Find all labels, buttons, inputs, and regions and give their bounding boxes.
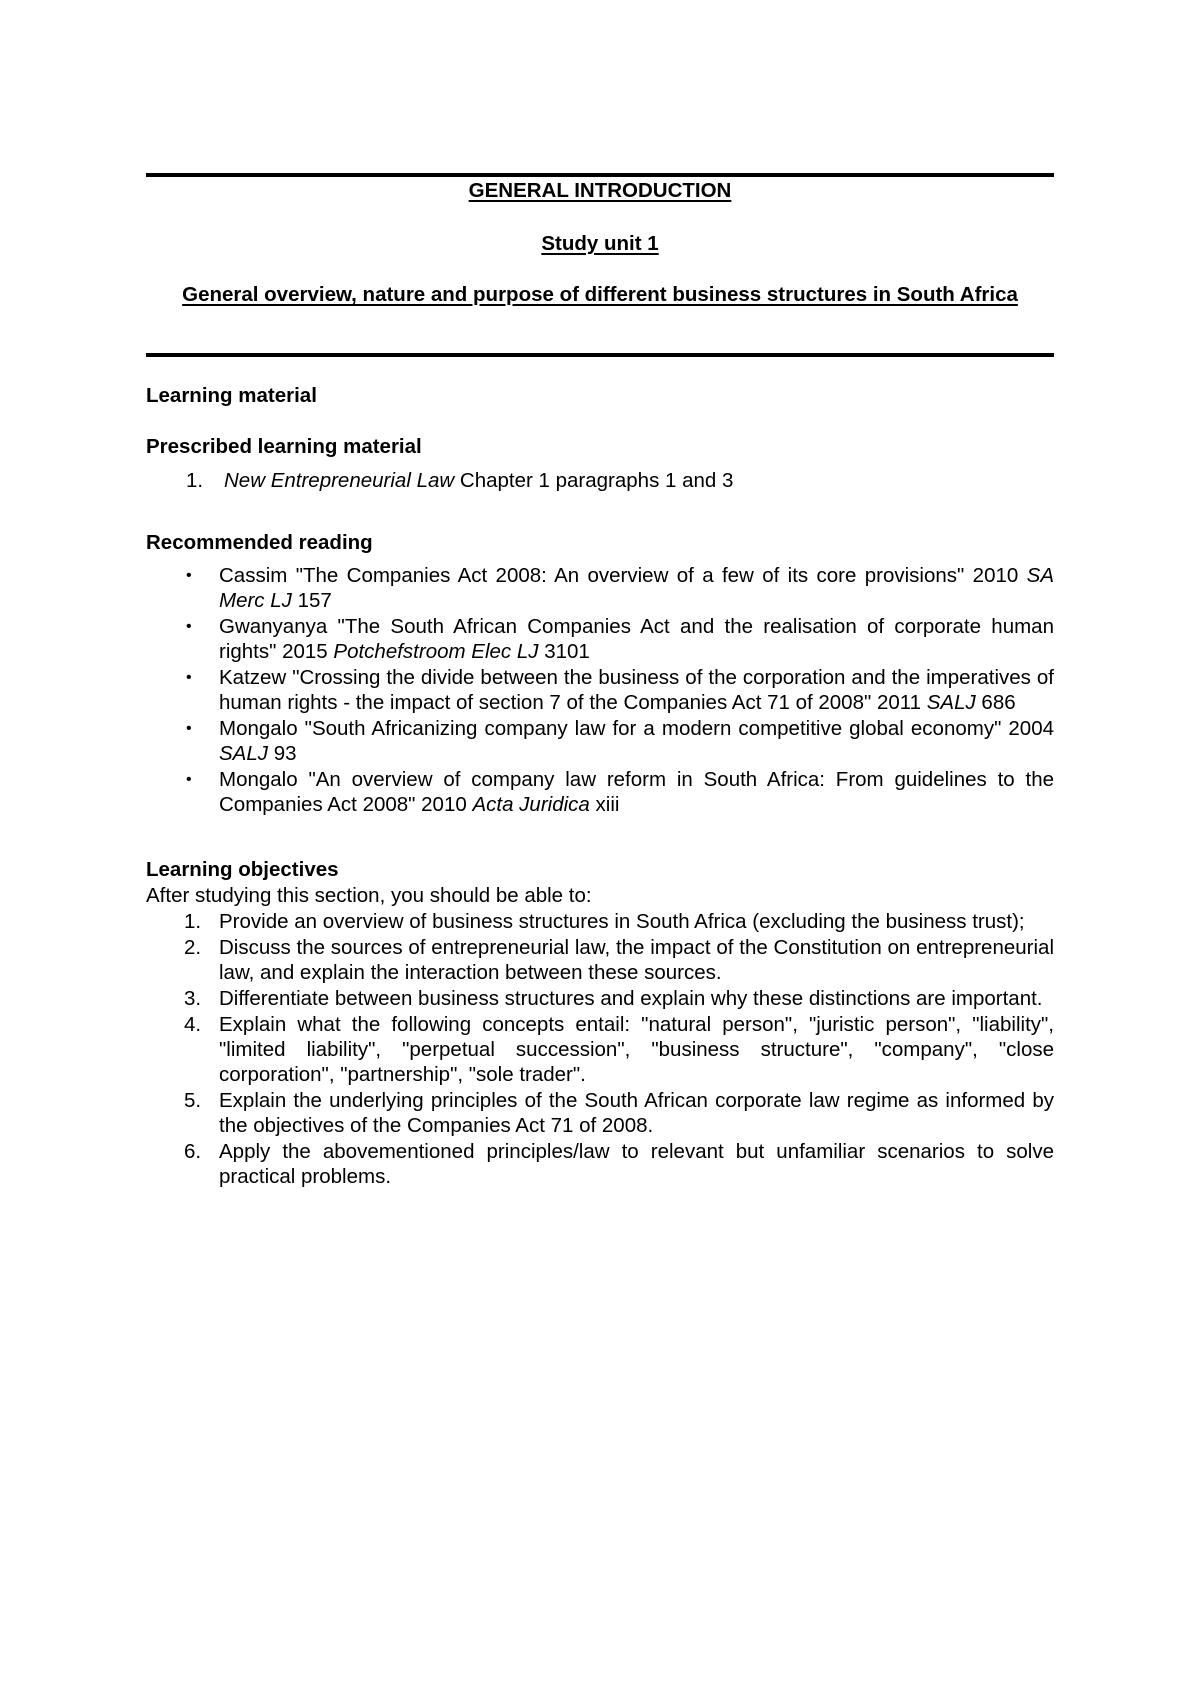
list-item [146, 1139, 1054, 1189]
list-item [146, 986, 1054, 1011]
list-item [146, 909, 1054, 934]
list-item [146, 716, 1054, 766]
citation-text: Mongalo "South Africanizing company law for a modern competitive global economy" 2004 [219, 717, 1054, 740]
list-item [146, 1012, 1054, 1087]
book-title: New Entrepreneurial Law [224, 469, 455, 492]
list-item [146, 935, 1054, 985]
citation-text: Katzew "Crossing the divide between the business of the corporation and the imperatives of human rights - the impact of section 7 of the Companies Act 71 of 2008" 2011 [219, 666, 1054, 714]
top-rule [146, 173, 1054, 177]
objective-text: Differentiate between business structures and explain why these distinctions are important. [219, 987, 1043, 1010]
citation-page: 3101 [538, 640, 590, 663]
list-item [146, 563, 1054, 613]
list-marker: 1. [184, 910, 202, 933]
bullet-icon: • [186, 669, 192, 686]
list-item [146, 767, 1054, 817]
learning-objectives-heading: Learning objectives [146, 858, 339, 881]
list-item [146, 665, 1054, 715]
document-title: GENERAL INTRODUCTION [468, 179, 732, 202]
citation-text: Cassim "The Companies Act 2008: An overview of a few of its core provisions" 2010 [219, 564, 1027, 587]
citation-page: xiii [589, 793, 620, 816]
objective-text: Provide an overview of business structures in South Africa (excluding the business trust); [219, 910, 1025, 933]
study-unit-label: Study unit 1 [541, 232, 659, 255]
bullet-icon: • [186, 771, 192, 788]
list-item [146, 1088, 1054, 1138]
citation-text: Gwanyanya "The South African Companies Act and the realisation of corporate human rights" 2015 [219, 615, 1054, 663]
citation-page: 157 [291, 589, 332, 612]
list-item [146, 468, 1054, 493]
journal-name: SALJ [926, 691, 976, 714]
bullet-icon: • [186, 720, 192, 737]
objective-text: Discuss the sources of entrepreneurial law, the impact of the Constitution on entrepreneurial law, and explain the interaction between these sources. [219, 936, 1054, 984]
learning-material-heading: Learning material [146, 384, 317, 407]
journal-name: Potchefstroom Elec LJ [333, 640, 539, 663]
list-marker: 5. [184, 1089, 202, 1112]
objective-text: Explain the underlying principles of the South African corporate law regime as informed by the objectives of the Companies Act 71 of 2008. [219, 1089, 1054, 1137]
recommended-heading: Recommended reading [146, 531, 373, 554]
list-marker: 1. [186, 469, 204, 492]
list-marker: 4. [184, 1013, 202, 1036]
bullet-icon: • [186, 618, 192, 635]
objectives-intro: After studying this section, you should be able to: [146, 884, 592, 907]
recommended-list [146, 563, 1054, 818]
journal-name: Acta Juridica [472, 793, 590, 816]
citation-page: 686 [975, 691, 1016, 714]
citation-page: 93 [268, 742, 297, 765]
objective-text: Explain what the following concepts entail: "natural person", "juristic person", "liability", "limited liability", "perpetual succession", "business structure", "company", "close corporation", "partnership", "sole trader". [219, 1013, 1054, 1086]
prescribed-heading: Prescribed learning material [146, 435, 422, 458]
unit-subtitle: General overview, nature and purpose of different business structures in South Africa [182, 283, 1018, 306]
book-detail: Chapter 1 paragraphs 1 and 3 [454, 469, 734, 492]
list-marker: 6. [184, 1140, 202, 1163]
prescribed-list [146, 468, 1054, 493]
objectives-list [146, 909, 1054, 1190]
list-marker: 3. [184, 987, 202, 1010]
journal-name: SALJ [219, 742, 268, 765]
bottom-rule [146, 353, 1054, 357]
journal-name: SA Merc LJ [219, 564, 1054, 612]
bullet-icon: • [186, 567, 192, 584]
list-marker: 2. [184, 936, 202, 959]
citation-text: Mongalo "An overview of company law reform in South Africa: From guidelines to the Companies Act 2008" 2010 [219, 768, 1054, 816]
list-item [146, 614, 1054, 664]
document-page [146, 0, 1054, 1696]
objective-text: Apply the abovementioned principles/law to relevant but unfamiliar scenarios to solve practical problems. [219, 1140, 1054, 1188]
